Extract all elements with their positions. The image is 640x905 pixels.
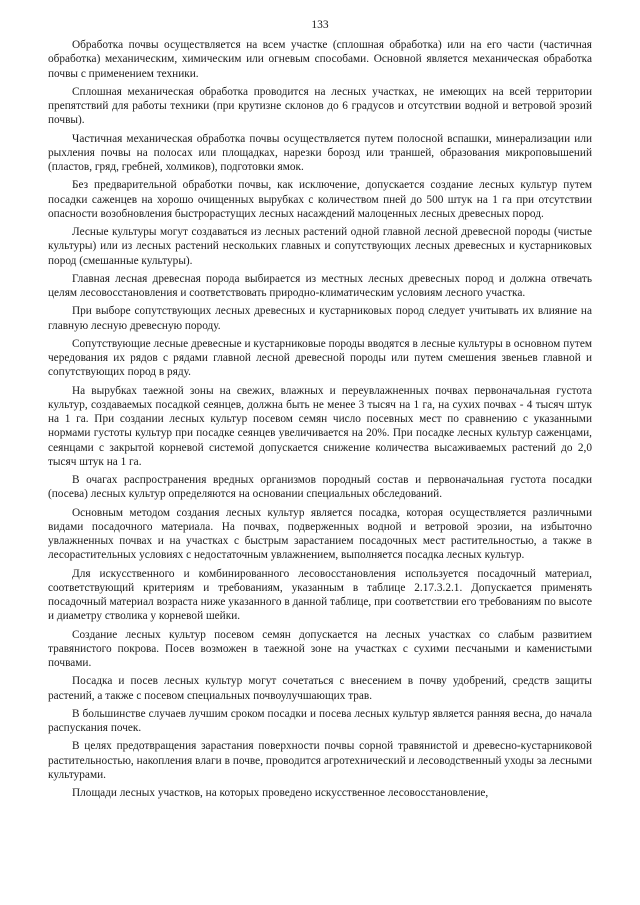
paragraph: При выборе сопутствующих лесных древесных и кустарниковых пород следует учитывать их влияние на главную лесную древесную породу.	[48, 305, 592, 332]
paragraph: В большинстве случаев лучшим сроком посадки и посева лесных культур является ранняя весна, до начала распускания почек.	[48, 707, 592, 734]
paragraph: Обработка почвы осуществляется на всем участке (сплошная обработка) или на его части (частичная обработка) механическим, химическим или огневым способами. Основной является механическая обработка почвы с применением техники.	[48, 39, 592, 80]
paragraph: Посадка и посев лесных культур могут сочетаться с внесением в почву удобрений, средств защиты растений, а также с посевом специальных почвоулучшающих трав.	[48, 675, 592, 702]
paragraph: Сопутствующие лесные древесные и кустарниковые породы вводятся в лесные культуры в основном путем чередования их рядов с рядами главной лесной древесной породы или путем смешения звеньев главной и сопутствующих пород в ряду.	[48, 337, 592, 379]
paragraph: В целях предотвращения зарастания поверхности почвы сорной травянистой и древесно-кустарниковой растительностью, накопления влаги в почве, проводится агротехнический и лесоводственный уходы за лесными культурами.	[48, 740, 592, 781]
paragraph: Без предварительной обработки почвы, как исключение, допускается создание лесных культур путем посадки саженцев на хорошо очищенных вырубках с количеством пней до 500 штук на 1 га при отсутствии опасности возобновления быстрорастущих лесных насаждений малоценных лесных древесных пород.	[48, 179, 592, 220]
paragraph: Создание лесных культур посевом семян допускается на лесных участках со слабым развитием травянистого покрова. Посев возможен в таежной зоне на участках с сухими песчаными и каменистыми почвами.	[48, 628, 592, 669]
paragraph: Сплошная механическая обработка проводится на лесных участках, не имеющих на всей территории препятствий для работы техники (при крутизне склонов до 6 градусов и отсутствии водной и ветровой эрозий почвы).	[48, 85, 592, 127]
paragraph: На вырубках таежной зоны на свежих, влажных и переувлажненных почвах первоначальная густота культур, создаваемых посадкой сеянцев, должна быть не менее 3 тысяч на 1 га, на сухих почвах - 4 тысяч штук на 1 га. При создании лесных культур посевом семян число посевных мест по сравнению с указанными нормами густоты культур при посадке сеянцев увеличивается на 20%. При посадке лесных культур саженцами, сеянцами с закрытой корневой системой допускается снижение количества высаживаемых растений до 2,0 тысяч штук на 1 га.	[48, 384, 592, 468]
paragraph: Площади лесных участков, на которых проведено искусственное лесовосстановление,	[72, 787, 489, 799]
paragraph: Лесные культуры могут создаваться из лесных растений одной главной лесной древесной породы (чистые культуры) или из лесных растений нескольких главных и сопутствующих лесных древесных и кустарниковых пород (смешанные культуры).	[48, 226, 592, 267]
paragraph: Для искусственного и комбинированного лесовосстановления используется посадочный материал, соответствующий критериям и требованиям, указанным в таблице 2.17.3.2.1. Допускается применять посадочный материал возраста ниже указанного в данной таблице, при соответствии его требованиям по высоте и диаметру стволика у корневой шейки.	[48, 567, 592, 623]
body-text	[48, 38, 592, 804]
paragraph: Частичная механическая обработка почвы осуществляется путем полосной вспашки, минерализации или рыхления почвы на полосах или площадках, нарезки борозд или траншей, образования микроповышений (пластов, гряд, гребней, холмиков), подготовки ямок.	[48, 132, 592, 173]
page-number: 133	[311, 19, 329, 31]
paragraph: Основным методом создания лесных культур является посадка, которая осуществляется различными видами посадочного материала. На почвах, подверженных водной и ветровой эрозии, на избыточно увлажненных почвах и на участках с быстрым зарастанием посадочных мест растительностью, а также в лесорастительных условиях с недостаточным увлажнением, выполняется посадка лесных культур.	[48, 506, 592, 562]
paragraph: В очагах распространения вредных организмов породный состав и первоначальная густота посадки (посева) лесных культур определяются на основании специальных обследований.	[48, 474, 592, 501]
paragraph: Главная лесная древесная порода выбирается из местных лесных древесных пород и должна отвечать целям лесовосстановления и соответствовать природно-климатическим условиям лесного участка.	[48, 272, 592, 299]
